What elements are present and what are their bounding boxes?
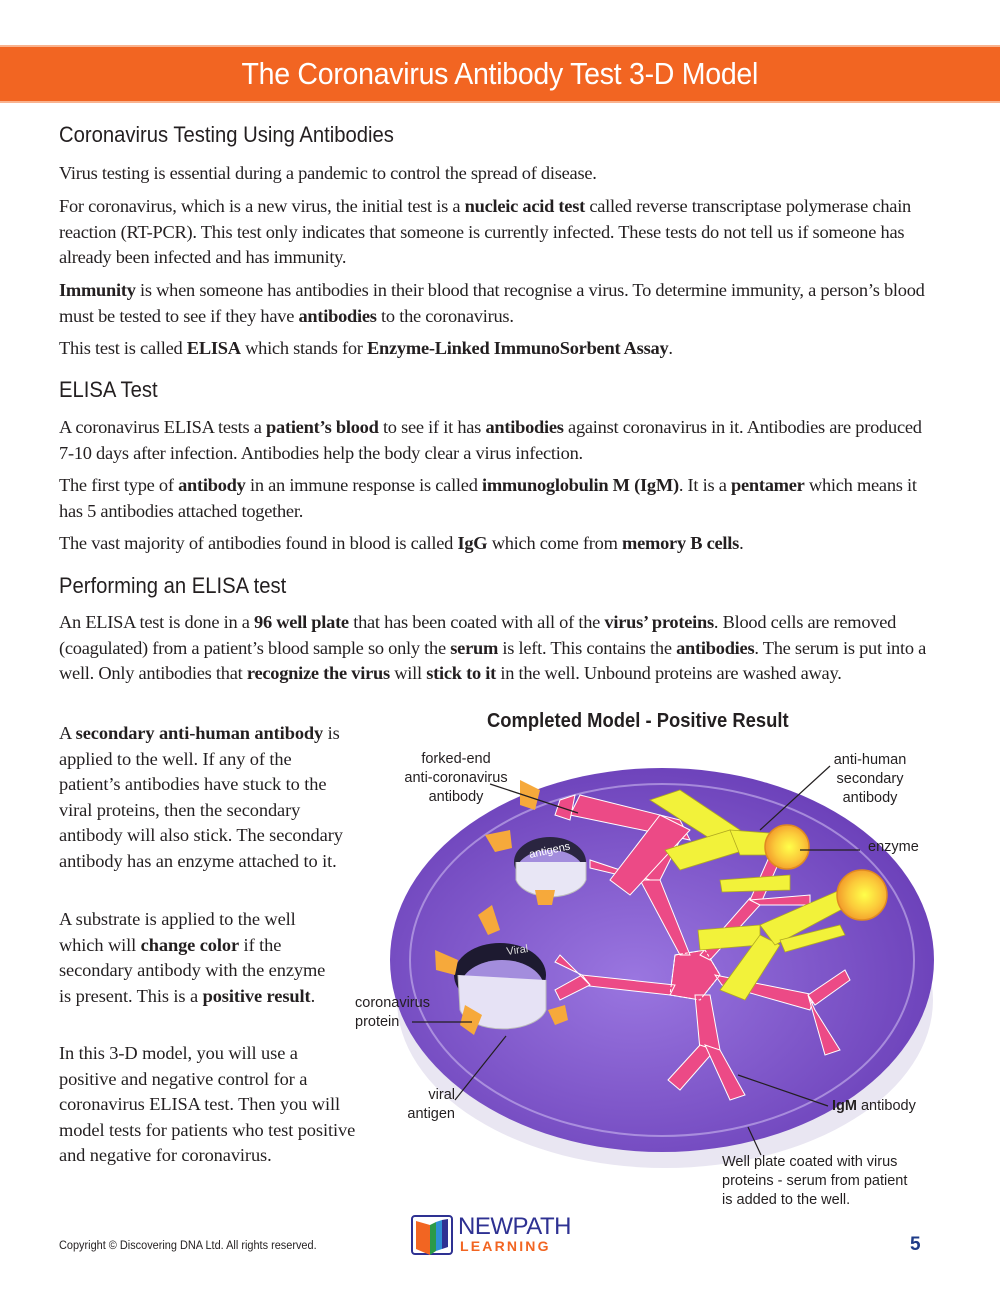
bold-term: stick to it xyxy=(426,663,496,683)
text-run: to see if it has xyxy=(378,417,486,437)
bold-term: nucleic acid test xyxy=(464,196,585,216)
text-run: which means it has 5 antibodies attached together. xyxy=(59,475,917,521)
bold-term: positive result xyxy=(202,985,311,1006)
bold-term: antibodies xyxy=(298,305,377,326)
label-enzyme: enzyme xyxy=(868,839,919,855)
svg-text:Viral: Viral xyxy=(505,943,530,958)
bold-term: patient’s blood xyxy=(266,417,379,437)
text-run: In this 3-D model, you will use a positive and negative control for a coronavirus ELISA test. Then you will model tests for patients who test positive and negative for coronavirus. xyxy=(59,1043,356,1165)
text-run: in an immune response is called xyxy=(245,475,482,495)
bold-term: pentamer xyxy=(730,475,805,495)
text-run: to the coronavirus. xyxy=(376,305,514,326)
bold-term: antibody xyxy=(178,475,246,495)
text-run: A coronavirus ELISA tests a xyxy=(59,417,267,437)
section-heading-performing: Performing an ELISA test xyxy=(59,573,287,598)
copyright-notice: Copyright © Discovering DNA Ltd. All rights reserved. xyxy=(59,1240,317,1252)
text-run: A xyxy=(59,723,76,743)
bold-term: IgG xyxy=(457,533,488,553)
text-run: is applied to the well. If any of the patient’s antibodies have stuck to the viral proteins, then the secondary antibody will also stick. The secondary antibody has an enzyme attached to it. xyxy=(59,723,343,871)
logo-newpath-text: NEWPATH xyxy=(458,1213,571,1240)
logo-learning-text: LEARNING xyxy=(460,1238,551,1254)
text-run: is when someone has antibodies in their blood that recognise a virus. To determine immunity, a person’s blood must be tested to see if they have xyxy=(59,280,925,326)
bold-term: memory B cells xyxy=(622,533,740,553)
page-number: 5 xyxy=(910,1234,921,1255)
label-coronavirus-protein: coronavirus protein xyxy=(355,995,430,1030)
bold-term: antibodies xyxy=(485,417,564,437)
text-run: The vast majority of antibodies found in blood is called xyxy=(59,533,458,553)
bold-term: virus’ proteins xyxy=(604,612,714,632)
book-logo-icon xyxy=(410,1213,456,1257)
label-forked-end-antibody: forked-end anti-coronavirus antibody xyxy=(404,751,508,805)
label-anti-human-secondary-antibody: anti-human secondary antibody xyxy=(833,752,907,806)
text-run: For coronavirus, which is a new virus, the initial test is a xyxy=(59,196,465,216)
figure-title: Completed Model - Positive Result xyxy=(487,710,789,732)
text-run: . It is a xyxy=(678,475,731,495)
bold-term: secondary anti-human antibody xyxy=(75,723,324,743)
newpath-learning-logo xyxy=(410,1213,600,1257)
text-run: . xyxy=(310,985,316,1006)
bold-term: ELISA xyxy=(186,338,241,358)
section-heading-elisa: ELISA Test xyxy=(59,377,158,402)
text-run: which come from xyxy=(487,533,623,553)
text-run: Virus testing is essential during a pandemic to control the spread of disease. xyxy=(59,163,597,183)
bold-term: antibodies xyxy=(676,637,755,658)
bold-term: Enzyme-Linked ImmunoSorbent Assay xyxy=(367,338,669,358)
text-run: An ELISA test is done in a xyxy=(59,612,255,632)
text-run: which stands for xyxy=(240,338,368,358)
text-run: that has been coated with all of the xyxy=(348,612,605,632)
bold-term: 96 well plate xyxy=(254,612,349,632)
bold-term: change color xyxy=(140,934,240,955)
text-run: will xyxy=(389,663,427,683)
text-run: This test is called xyxy=(59,338,187,358)
section-heading-testing: Coronavirus Testing Using Antibodies xyxy=(59,122,394,147)
text-run: The first type of xyxy=(59,475,179,495)
text-run: called reverse transcriptase polymerase chain reaction (RT-PCR). This test only indicates that someone is currently infected. These tests do not tell us if someone has already been infected and has immunity. xyxy=(59,196,912,267)
svg-text:antigens: antigens xyxy=(528,840,572,861)
text-run: in the well. Unbound proteins are washed away. xyxy=(495,663,842,683)
text-run: is left. This contains the xyxy=(498,637,677,658)
label-well-plate: Well plate coated with virus proteins - serum from patient is added to the well. xyxy=(722,1154,908,1208)
bold-term: serum xyxy=(450,637,499,658)
page-title: The Coronavirus Antibody Test 3-D Model xyxy=(241,56,759,91)
text-run: A substrate is applied to the well which will xyxy=(59,909,296,955)
text-run: . xyxy=(668,338,673,358)
label-igm-antibody: IgM antibody xyxy=(832,1098,916,1114)
bold-term: immunoglobulin M (IgM) xyxy=(482,475,679,495)
bold-term: recognize the virus xyxy=(246,663,390,683)
bold-term: Immunity xyxy=(59,280,136,300)
label-viral-antigen: viral antigen xyxy=(407,1087,455,1122)
text-run: if the secondary antibody with the enzyme is present. This is a xyxy=(59,934,326,1006)
text-run: against coronavirus in it. Antibodies are produced 7-10 days after infection. Antibodies help the body clear a virus infection. xyxy=(59,417,922,463)
text-run: . xyxy=(739,533,744,553)
text-run: . Blood cells are removed (coagulated) from a patient’s blood sample so only the xyxy=(59,612,897,658)
text-run: . The serum is put into a well. Only antibodies that xyxy=(59,637,927,683)
